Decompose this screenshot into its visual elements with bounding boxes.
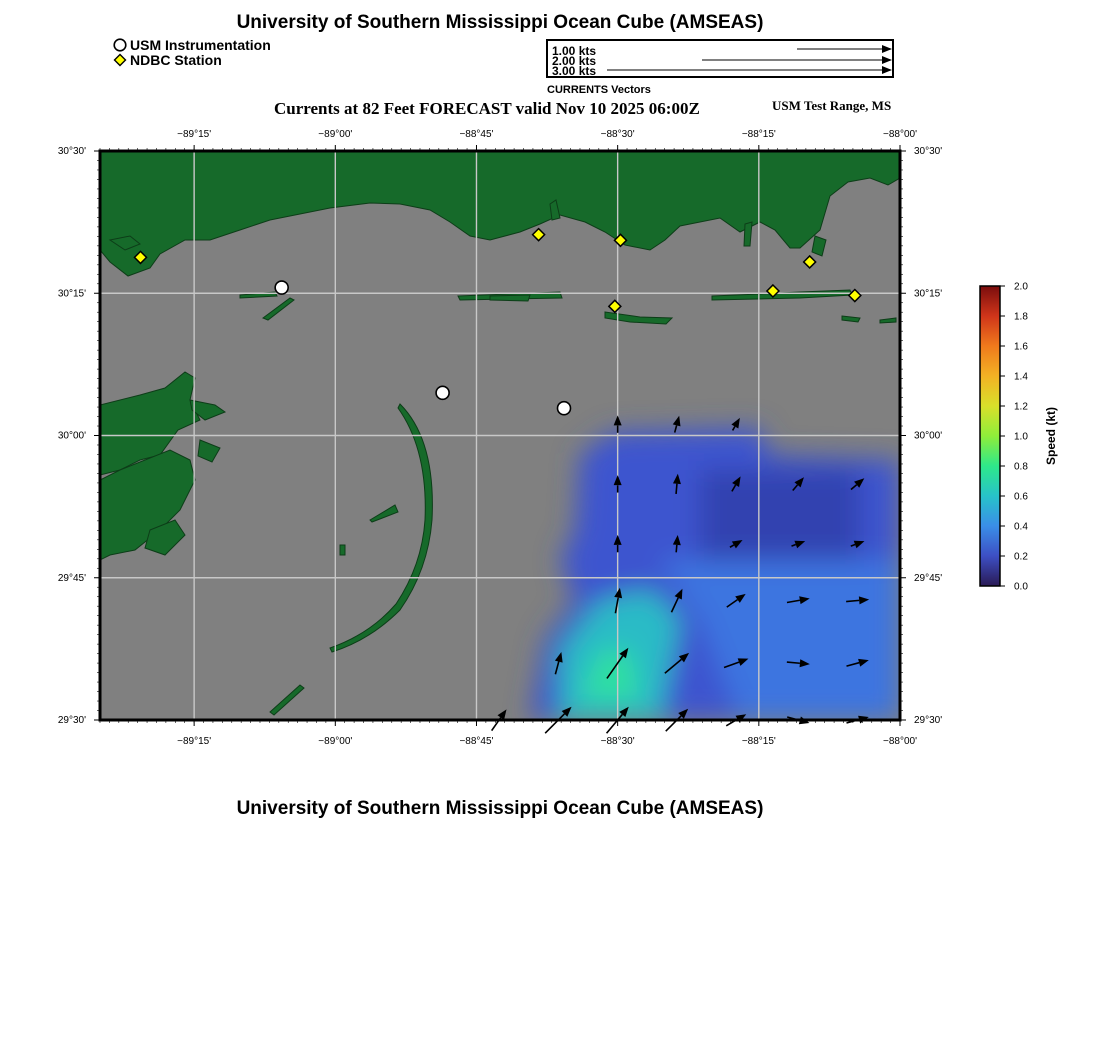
vector-key-arrow bbox=[797, 45, 892, 53]
colorbar bbox=[980, 282, 1058, 593]
lon-tick-label: −88°30' bbox=[600, 129, 635, 140]
lat-tick-label: 30°15' bbox=[914, 288, 943, 300]
colorbar-tick-label: 0.0 bbox=[1014, 581, 1028, 593]
lat-tick-label: 29°30' bbox=[57, 715, 86, 726]
colorbar-ticks bbox=[1000, 282, 1028, 593]
lon-tick-label: −88°45' bbox=[459, 736, 494, 747]
colorbar-tick-label: 0.2 bbox=[1014, 551, 1028, 563]
lat-tick-label: 29°30' bbox=[914, 715, 943, 726]
colorbar-tick-label: 0.6 bbox=[1014, 491, 1028, 503]
lon-tick-label: −89°00' bbox=[318, 736, 353, 747]
vector-key-label: 2.00 kts bbox=[552, 54, 597, 68]
colorbar-tick-label: 1.8 bbox=[1014, 311, 1028, 323]
lat-tick-label: 30°00' bbox=[57, 430, 86, 442]
current-speed-field bbox=[530, 428, 900, 720]
lon-tick-label: −88°00' bbox=[883, 129, 917, 140]
figure-title: University of Southern Mississippi Ocean Cube (AMSEAS) bbox=[236, 12, 764, 33]
lat-tick-label: 30°15' bbox=[57, 288, 86, 300]
region-label: USM Test Range, MS bbox=[772, 98, 892, 113]
lat-tick-label: 29°45' bbox=[914, 572, 943, 584]
vector-key-arrows bbox=[607, 45, 892, 74]
figure-title-bottom: University of Southern Mississippi Ocean Cube (AMSEAS) bbox=[236, 798, 764, 819]
legend-usm-label: USM Instrumentation bbox=[130, 37, 271, 53]
usm-station-marker bbox=[558, 402, 571, 415]
lon-tick-label: −88°15' bbox=[741, 129, 776, 140]
map-subtitle: Currents at 82 Feet FORECAST valid Nov 10 2025 06:00Z bbox=[274, 99, 700, 118]
vector-key-label: 3.00 kts bbox=[552, 64, 597, 78]
colorbar-scale bbox=[980, 286, 1000, 586]
lat-tick-label: 30°30' bbox=[914, 146, 943, 157]
colorbar-tick-label: 0.4 bbox=[1014, 521, 1028, 533]
colorbar-tick-label: 1.6 bbox=[1014, 341, 1028, 353]
colorbar-tick-label: 0.8 bbox=[1014, 461, 1028, 473]
usm-station-marker bbox=[275, 281, 288, 294]
usm-station-marker bbox=[436, 386, 449, 399]
lon-tick-label: −89°15' bbox=[177, 736, 212, 747]
lat-tick-label: 29°45' bbox=[57, 572, 86, 584]
lat-tick-label: 30°30' bbox=[57, 146, 86, 157]
lon-tick-label: −89°15' bbox=[177, 129, 212, 140]
legend-ndbc-label: NDBC Station bbox=[130, 52, 222, 68]
colorbar-tick-label: 1.2 bbox=[1014, 401, 1028, 413]
vector-key-arrow bbox=[607, 66, 892, 74]
lon-tick-label: −88°15' bbox=[741, 736, 776, 747]
vector-key-label: 1.00 kts bbox=[552, 44, 597, 58]
colorbar-tick-label: 2.0 bbox=[1014, 281, 1028, 293]
lat-tick-label: 30°00' bbox=[914, 430, 943, 442]
lon-tick-label: −88°45' bbox=[459, 129, 494, 140]
lon-tick-label: −88°30' bbox=[600, 736, 635, 747]
colorbar-tick-label: 1.4 bbox=[1014, 371, 1028, 383]
vector-key-arrow bbox=[702, 56, 892, 64]
lon-tick-label: −88°00' bbox=[883, 736, 917, 747]
colorbar-title: Speed (kt) bbox=[1044, 406, 1058, 466]
lon-tick-label: −89°00' bbox=[318, 129, 353, 140]
colorbar-tick-label: 1.0 bbox=[1014, 431, 1028, 443]
vector-key-caption: CURRENTS Vectors bbox=[547, 84, 651, 96]
